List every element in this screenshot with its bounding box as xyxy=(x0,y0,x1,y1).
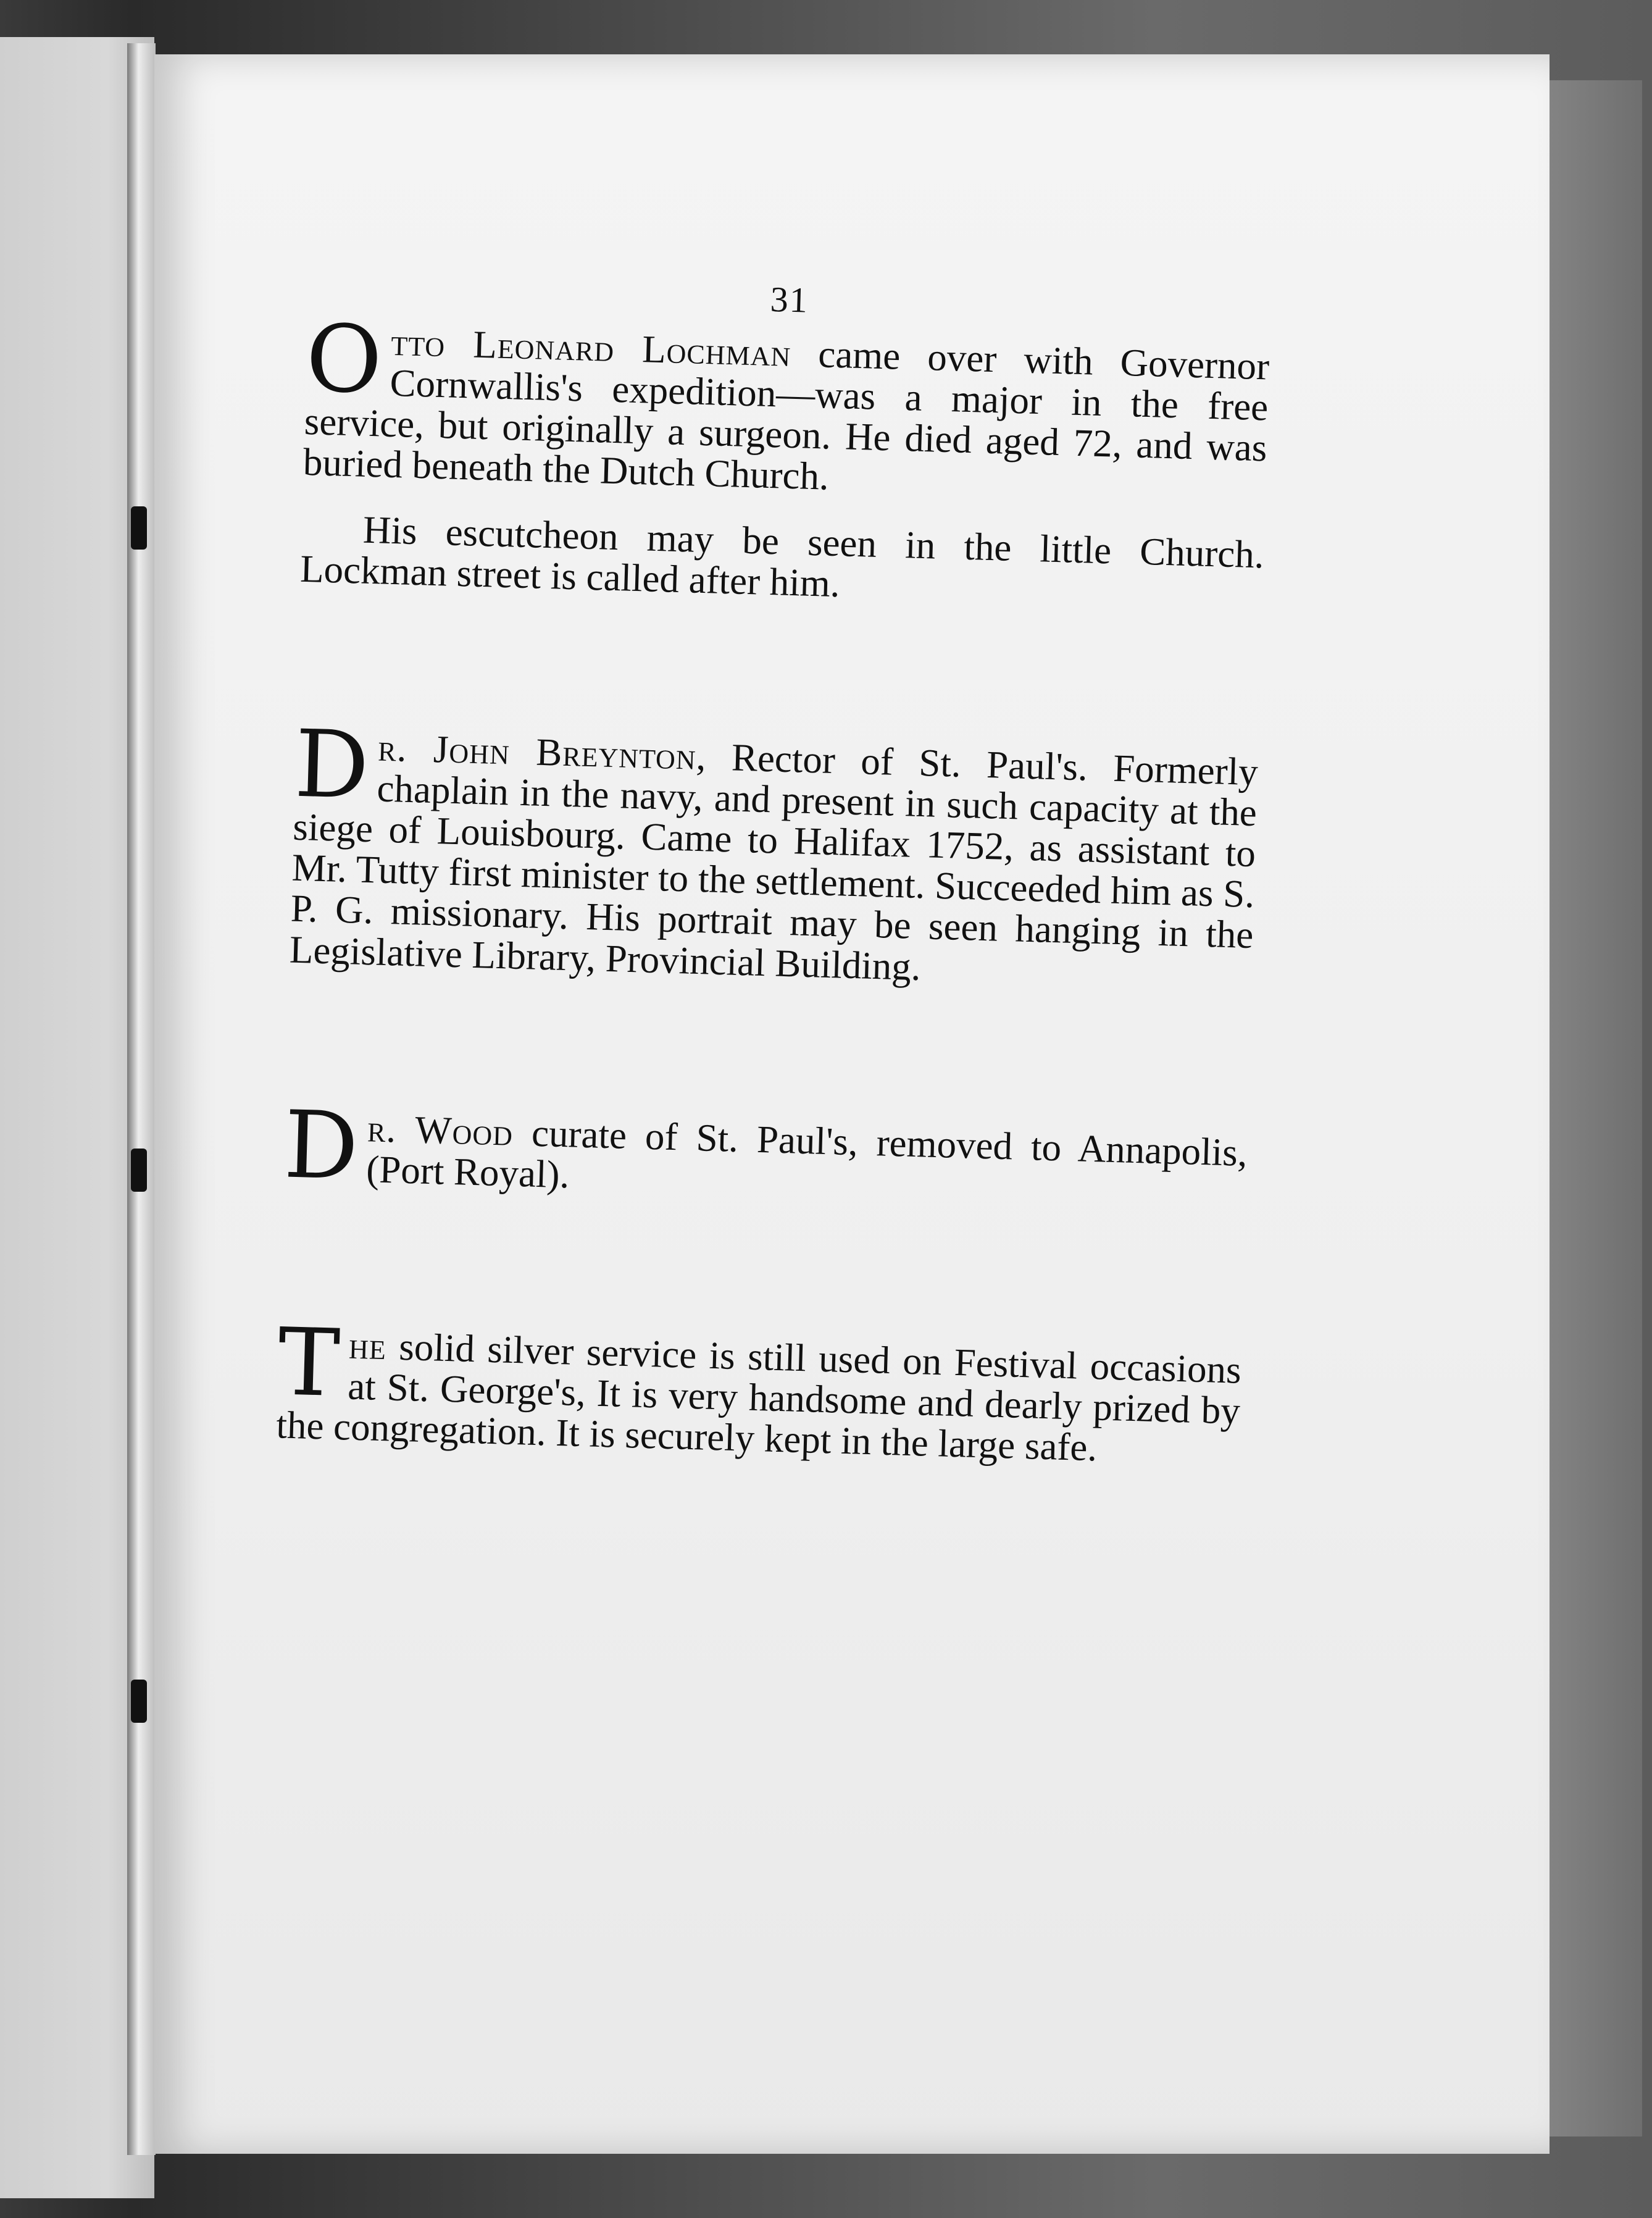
entry-paragraph xyxy=(302,304,1270,509)
entry-body: , Rector of St. Paul's. Formerly chaplain in the navy, and present in such capacity at the siege of Louisbourg. Came to Halifax 1752, as assistant to Mr. Tutty first minister to the settlement. Succeeded him as S. P. G. missionary. His portrait may be seen hanging in the Legislative Library, Provincial Building. xyxy=(289,734,1259,989)
entry-paragraph xyxy=(289,710,1259,997)
drop-cap: D xyxy=(282,1091,360,1201)
entry-breynton xyxy=(289,710,1259,997)
entry-lochman xyxy=(299,304,1270,616)
entry-name: r. Wood xyxy=(367,1106,514,1154)
book-spine xyxy=(127,43,156,2155)
page-number: 31 xyxy=(769,278,809,320)
drop-cap: O xyxy=(304,304,384,415)
page-text-area xyxy=(276,266,1272,1472)
entry-name: r. John Breynton xyxy=(377,726,697,778)
entry-body: curate of St. Paul's, removed to Annapolis, (Port Royal). xyxy=(365,1110,1248,1197)
drop-cap: D xyxy=(293,710,371,820)
binding-stitch xyxy=(131,1149,147,1192)
entry-silver-service xyxy=(275,1308,1242,1472)
entry-name: tto Leonard Lochman xyxy=(390,320,792,375)
drop-cap: T xyxy=(276,1308,341,1418)
entry-paragraph-2: His escutcheon may be seen in the little Church. Lockman street is called after him. xyxy=(299,508,1265,605)
entry-body: solid silver service is still used on Festival occasions at St. George's, It is very handsome and dearly prized by the congregation. It is securely kept in the large safe. xyxy=(275,1325,1242,1470)
entry-paragraph xyxy=(275,1308,1242,1472)
binding-stitch xyxy=(131,1680,147,1723)
entry-name: he xyxy=(348,1323,387,1368)
binding-stitch xyxy=(131,506,147,550)
entry-body: came over with Governor Cornwallis's expedition—was a major in the free service, but originally a surgeon. He died aged 72, and was buried beneath the Dutch Church. xyxy=(302,331,1270,499)
